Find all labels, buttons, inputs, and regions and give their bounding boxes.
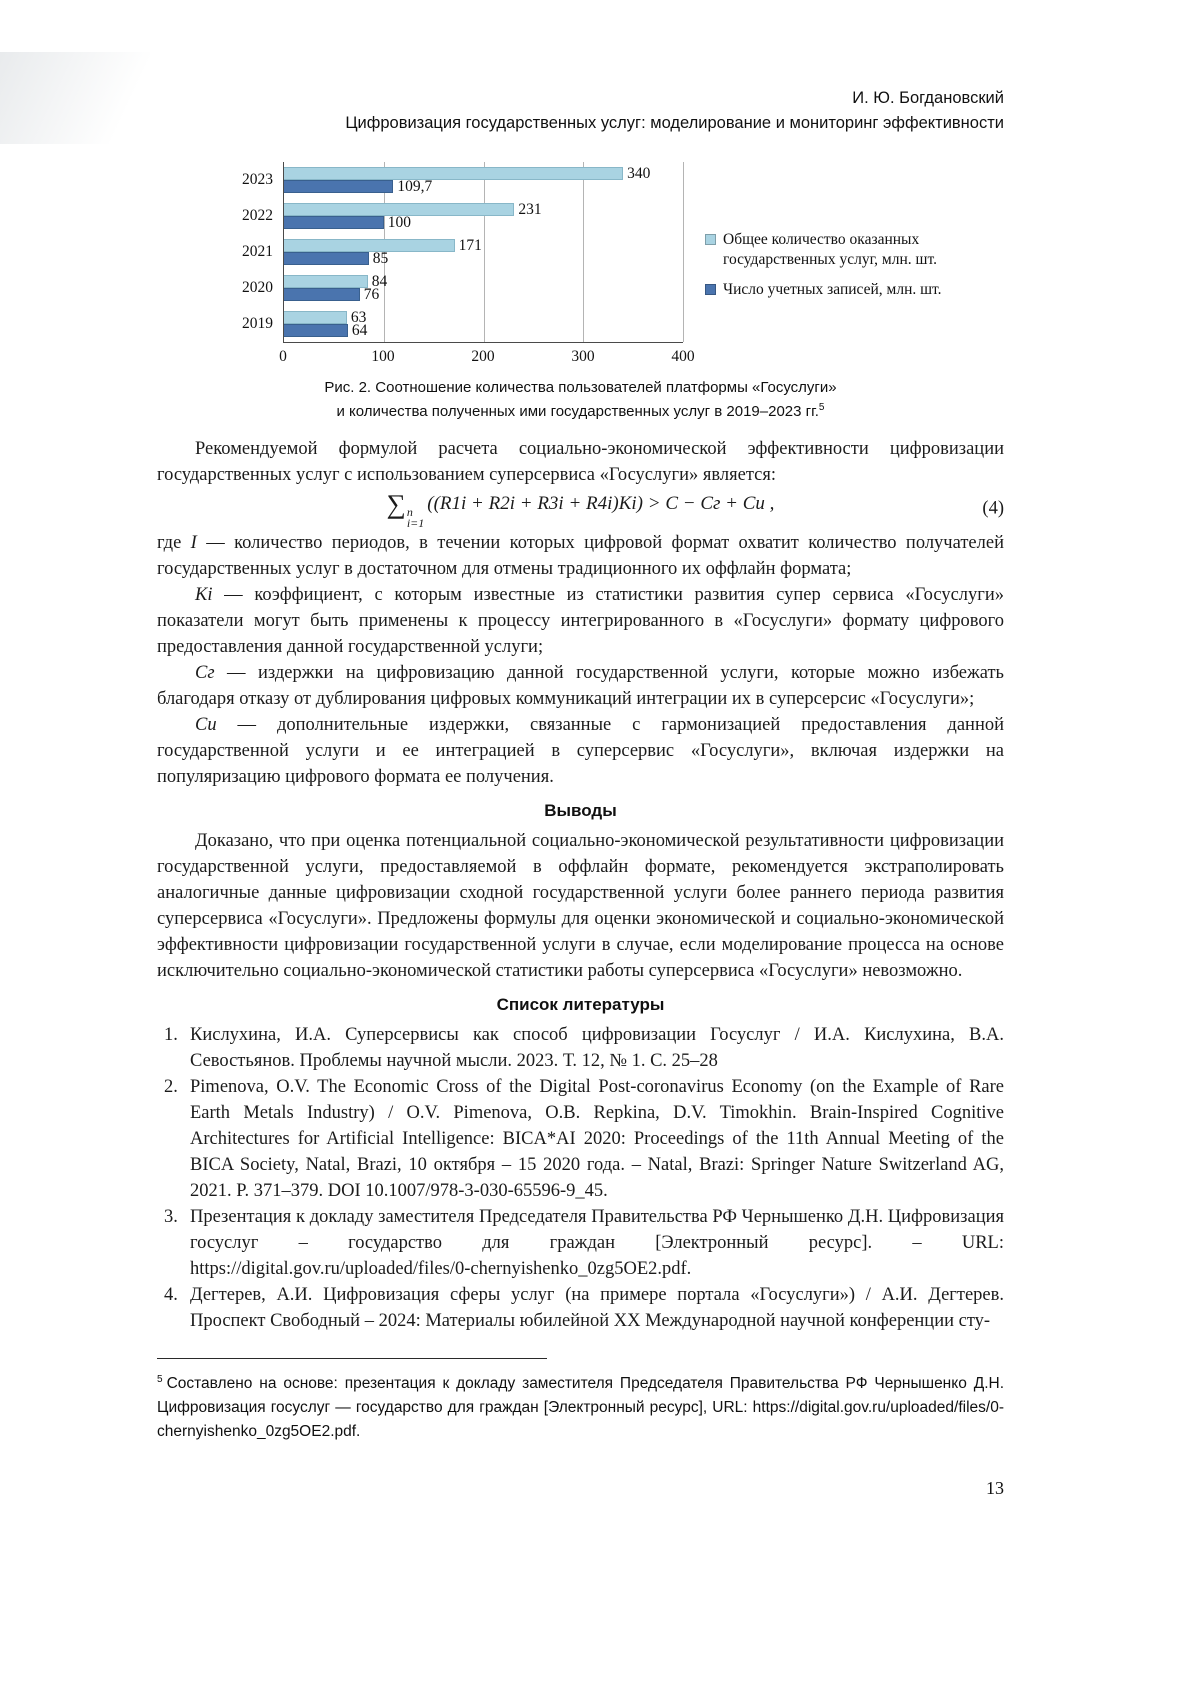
chart-x-tick-label: 300 — [571, 348, 595, 365]
chart-value-label: 171 — [458, 236, 482, 254]
definition-prefix: где — [157, 533, 191, 553]
reference-item-4 — [157, 1282, 1004, 1334]
definition-term: Ki — [195, 585, 213, 605]
scan-shadow — [0, 52, 150, 144]
paragraph-intro: Рекомендуемой формулой расчета социально-экономической эффективности цифровизации государственных услуг с использованием суперсервиса «Госуслуги» является: — [157, 439, 1004, 485]
chart-y-axis-labels — [235, 162, 283, 343]
footnote-divider — [157, 1358, 547, 1359]
figure-caption-line2: и количества полученных ими государственных услуг в 2019–2023 гг. — [336, 403, 819, 420]
reference-text: Презентация к докладу заместителя Председателя Правительства РФ Чернышенко Д.Н. Цифровизация госуслуг – государство для граждан [Электронный ресурс]. – URL: https://digital.gov.ru/uploaded/files/0-chernyishenko_0zg5OE2.pdf. — [190, 1207, 1004, 1279]
reference-number: 4. — [164, 1285, 178, 1305]
chart-value-label: 100 — [387, 213, 411, 231]
chart-row-2020 — [284, 270, 683, 306]
reference-text: Pimenova, O.V. The Economic Cross of the Digital Post-coronavirus Economy (on the Example of Rare Earth Metals Industry) / O.V. Pimenova, O.B. Repkina, D.V. Timokhin. Brain-Inspired Cognitive Architectures for Artificial Intelligence: BICA*AI 2020: Proceedings of the 11th Annual Meeting of the BICA Society, Natal, Brazi, 10 октября – 15 2020 года. – Natal, Brazi: Springer Nature Switzerland AG, 2021. P. 371–379. DOI 10.1007/978-3-030-65596-9_45. — [190, 1077, 1004, 1201]
formula-expression — [387, 489, 775, 529]
chart-x-tick-label: 200 — [471, 348, 495, 365]
footnote-marker: 5 — [157, 1373, 163, 1385]
reference-item-3 — [157, 1204, 1004, 1282]
chart-year-label: 2021 — [242, 243, 273, 260]
definition-term: Сг — [195, 663, 215, 683]
conclusions-paragraph: Доказано, что при оценка потенциальной социально-экономической результативности цифровизации государственной услуги, предоставляемой в оффлайн формате, рекомендуется экстраполировать аналогичные данные цифровизации сходной государственной услуги более раннего периода развития суперсервиса «Госуслуги». Предложены формулы для оценки экономической и социально-экономической эффективности цифровизации государственной услуги в случае, если моделирование процесса на основе исключительно социально-экономической статистики работы суперсервиса «Госуслуги» невозможно. — [157, 831, 1004, 981]
chart-plot — [283, 162, 683, 343]
header-author: И. Ю. Богдановский — [852, 89, 1004, 107]
definition-text: — коэффициент, с которым известные из статистики развития супер сервиса «Госуслуги» показатели могут быть применены к процессу интегрированного в «Госуслуги» формату цифрового предоставления данной государственной услуги; — [157, 585, 1004, 657]
chart-legend-item-2 — [705, 280, 957, 300]
chart-value-label: 231 — [518, 200, 542, 218]
chart-bar-2023-series1 — [284, 164, 651, 182]
chart-bar-2020-series2 — [284, 285, 380, 303]
footnote-text — [157, 1368, 1004, 1444]
header-title: Цифровизация государственных услуг: моделирование и мониторинг эффективности — [345, 114, 1004, 132]
figure-caption — [157, 378, 1004, 422]
chart-year-label: 2023 — [242, 171, 273, 188]
figure-caption-line1: Рис. 2. Соотношение количества пользователей платформы «Госуслуги» — [324, 379, 837, 396]
chart-year-label: 2019 — [242, 315, 273, 332]
definition-Ci — [157, 712, 1004, 790]
definition-text: — издержки на цифровизацию данной государственной услуги, которые можно избежать благодаря отказу от дублирования цифровых коммуникаций интеграции их в суперсерсис «Госуслуги»; — [157, 663, 1004, 709]
chart-x-axis — [279, 343, 695, 367]
running-header — [157, 86, 1004, 136]
reference-item-1 — [157, 1022, 1004, 1074]
bar-chart — [235, 162, 1004, 367]
chart-x-tick-label: 400 — [671, 348, 695, 365]
chart-row-2022 — [284, 198, 683, 234]
references-list — [157, 1022, 1004, 1334]
chart-row-2021 — [284, 234, 683, 270]
chart-bar-2021-series1 — [284, 236, 482, 254]
bottom-margin — [157, 1499, 1004, 1697]
references-heading: Список литературы — [496, 995, 665, 1014]
chart-bar-2019-series1 — [284, 308, 367, 326]
chart-x-tick-label: 0 — [279, 348, 287, 365]
conclusions-heading: Выводы — [544, 801, 617, 820]
formula-body: ((R1i + R2i + R3i + R4i)Ki) > С − Сг + Си , — [427, 493, 775, 514]
reference-text: Кислухина, И.А. Суперсервисы как способ цифровизации Госуслуг / И.А. Кислухина, В.А. Севостьянов. Проблемы научной мысли. 2023. Т. 12, № 1. С. 25–28 — [190, 1025, 1004, 1071]
chart-value-label: 84 — [371, 272, 388, 290]
definition-term: Си — [195, 715, 217, 735]
definition-term: I — [190, 533, 197, 553]
reference-item-2 — [157, 1074, 1004, 1204]
legend-swatch-icon — [705, 284, 716, 295]
definition-Cg — [157, 660, 1004, 712]
chart-row-2023 — [284, 162, 683, 198]
chart-value-label: 76 — [363, 285, 380, 303]
reference-text: Дегтерев, А.И. Цифровизация сферы услуг (на примере портала «Госуслуги») / А.И. Дегтерев. Проспект Свободный – 2024: Материалы юбилейной XX Международной научной конференции сту- — [190, 1285, 1004, 1331]
reference-number: 2. — [164, 1077, 178, 1097]
chart-value-label: 109,7 — [397, 177, 433, 195]
formula-number: (4) — [982, 498, 1004, 519]
chart-value-label: 85 — [372, 249, 389, 267]
footnote-body: Составлено на основе: презентация к докладу заместителя Председателя Правительства РФ Чернышенко Д.Н. Цифровизация госуслуг — государство для граждан [Электронный ресурс], URL: https://digital.gov.ru/uploaded/files/0-chernyishenko_0zg5OE2.pdf. — [157, 1375, 1004, 1440]
chart-bar-2019-series2 — [284, 321, 368, 339]
chart-bar-2023-series2 — [284, 177, 433, 195]
chart-bar-2021-series2 — [284, 249, 389, 267]
sum-lower-limit: i=1 — [406, 516, 425, 530]
chart-row-2019 — [284, 306, 683, 342]
chart-value-label: 340 — [627, 164, 651, 182]
definition-Ki — [157, 582, 1004, 660]
legend-label: Число учетных записей, млн. шт. — [723, 280, 942, 298]
page-number: 13 — [986, 1478, 1004, 1498]
sum-symbol: ∑ — [386, 489, 406, 519]
chart-bar-2022-series2 — [284, 213, 411, 231]
chart-value-label: 63 — [350, 308, 367, 326]
chart-legend — [705, 220, 957, 310]
caption-footnote-ref: 5 — [818, 402, 825, 413]
formula-4 — [157, 490, 1004, 528]
footnote-area — [157, 1348, 1004, 1444]
chart-plot-area — [235, 162, 695, 367]
definition-I — [157, 530, 1004, 582]
chart-x-tick-label: 100 — [371, 348, 395, 365]
chart-gridline — [683, 162, 684, 342]
chart-bar-2020-series1 — [284, 272, 388, 290]
definition-text: — количество периодов, в течении которых цифровой формат охватит количество получателей государственных услуг в достаточном для отмены традиционного их оффлайн формата; — [157, 533, 1004, 579]
legend-label: Общее количество оказанных государственных услуг, млн. шт. — [723, 230, 937, 268]
chart-value-label: 64 — [351, 321, 368, 339]
sum-upper-limit: n — [406, 505, 413, 519]
chart-legend-item-1 — [705, 230, 957, 270]
figure-2 — [157, 162, 1004, 422]
definition-text: — дополнительные издержки, связанные с гармонизацией предоставления данной государственной услуги и ее интеграцией в суперсервис «Госуслуги», включая издержки на популяризацию цифрового формата ее получения. — [157, 715, 1004, 787]
legend-swatch-icon — [705, 234, 716, 245]
reference-number: 1. — [164, 1025, 178, 1045]
chart-year-label: 2020 — [242, 279, 273, 296]
chart-year-label: 2022 — [242, 207, 273, 224]
reference-number: 3. — [164, 1207, 178, 1227]
